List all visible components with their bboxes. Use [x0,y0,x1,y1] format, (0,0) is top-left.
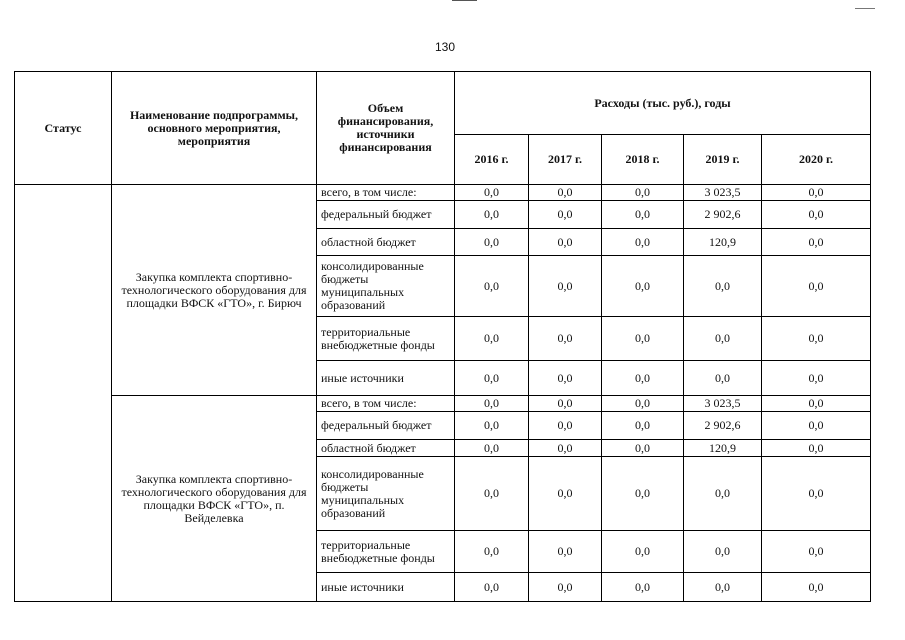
value-cell: 120,9 [684,440,762,457]
scan-mark-top-right [855,8,875,9]
value-cell: 0,0 [762,440,871,457]
header-name: Наименование подпрограммы, основного мероприятия, мероприятия [112,72,317,185]
activity-name: Закупка комплекта спортивно-технологического оборудования для площадки ВФСК «ГТО», г. Бирюч [112,185,317,396]
value-cell: 0,0 [762,457,871,531]
value-cell: 120,9 [684,229,762,256]
value-cell: 0,0 [602,317,684,361]
value-cell: 0,0 [684,317,762,361]
activity-name: Закупка комплекта спортивно-технологического оборудования для площадки ВФСК «ГТО», п. Вейделевка [112,396,317,602]
value-cell: 0,0 [529,317,602,361]
value-cell: 0,0 [529,531,602,573]
source-cell: консолидированные бюджеты муниципальных образований [317,256,455,317]
value-cell: 0,0 [602,361,684,396]
value-cell: 0,0 [602,440,684,457]
header-status: Статус [15,72,112,185]
header-year: 2017 г. [529,135,602,185]
value-cell: 0,0 [455,412,529,440]
value-cell: 0,0 [455,229,529,256]
source-cell: консолидированные бюджеты муниципальных образований [317,457,455,531]
value-cell: 0,0 [602,185,684,201]
source-cell: федеральный бюджет [317,201,455,229]
value-cell: 0,0 [762,412,871,440]
value-cell: 0,0 [529,396,602,412]
value-cell: 0,0 [602,396,684,412]
value-cell: 0,0 [602,573,684,602]
table-row [15,396,871,412]
source-cell: территориальные внебюджетные фонды [317,317,455,361]
source-cell: иные источники [317,573,455,602]
table-body [15,185,871,602]
value-cell: 0,0 [602,531,684,573]
source-cell: областной бюджет [317,229,455,256]
source-cell: всего, в том числе: [317,396,455,412]
value-cell: 0,0 [762,317,871,361]
value-cell: 0,0 [455,201,529,229]
value-cell: 3 023,5 [684,185,762,201]
value-cell: 0,0 [455,256,529,317]
value-cell: 3 023,5 [684,396,762,412]
value-cell: 0,0 [762,573,871,602]
value-cell: 0,0 [529,440,602,457]
value-cell: 0,0 [455,531,529,573]
header-year: 2018 г. [602,135,684,185]
value-cell: 0,0 [762,201,871,229]
value-cell: 0,0 [684,573,762,602]
value-cell: 0,0 [455,440,529,457]
header-source: Объем финансирования, источники финансирования [317,72,455,185]
table-row [15,185,871,201]
value-cell: 2 902,6 [684,412,762,440]
value-cell: 0,0 [762,229,871,256]
value-cell: 0,0 [529,573,602,602]
value-cell: 0,0 [455,396,529,412]
value-cell: 0,0 [602,256,684,317]
value-cell: 0,0 [602,201,684,229]
source-cell: областной бюджет [317,440,455,457]
value-cell: 0,0 [684,256,762,317]
financing-table [14,71,871,602]
source-cell: иные источники [317,361,455,396]
value-cell: 0,0 [455,317,529,361]
value-cell: 0,0 [529,256,602,317]
value-cell: 0,0 [684,457,762,531]
value-cell: 0,0 [684,361,762,396]
value-cell: 0,0 [602,412,684,440]
status-cell [15,185,112,602]
value-cell: 0,0 [762,531,871,573]
page-number: 130 [434,40,456,54]
value-cell: 0,0 [529,229,602,256]
value-cell: 0,0 [762,396,871,412]
value-cell: 0,0 [684,531,762,573]
source-cell: федеральный бюджет [317,412,455,440]
value-cell: 0,0 [529,412,602,440]
value-cell: 0,0 [455,573,529,602]
value-cell: 0,0 [762,256,871,317]
value-cell: 0,0 [529,201,602,229]
header-year: 2016 г. [455,135,529,185]
source-cell: всего, в том числе: [317,185,455,201]
header-year: 2020 г. [762,135,871,185]
value-cell: 0,0 [762,361,871,396]
value-cell: 0,0 [762,185,871,201]
value-cell: 0,0 [455,185,529,201]
value-cell: 0,0 [602,229,684,256]
value-cell: 0,0 [455,361,529,396]
value-cell: 2 902,6 [684,201,762,229]
value-cell: 0,0 [529,361,602,396]
scan-mark-top [452,0,477,1]
value-cell: 0,0 [529,457,602,531]
value-cell: 0,0 [602,457,684,531]
header-year: 2019 г. [684,135,762,185]
value-cell: 0,0 [455,457,529,531]
table-header [15,72,871,185]
header-expenses: Расходы (тыс. руб.), годы [455,72,871,135]
source-cell: территориальные внебюджетные фонды [317,531,455,573]
value-cell: 0,0 [529,185,602,201]
